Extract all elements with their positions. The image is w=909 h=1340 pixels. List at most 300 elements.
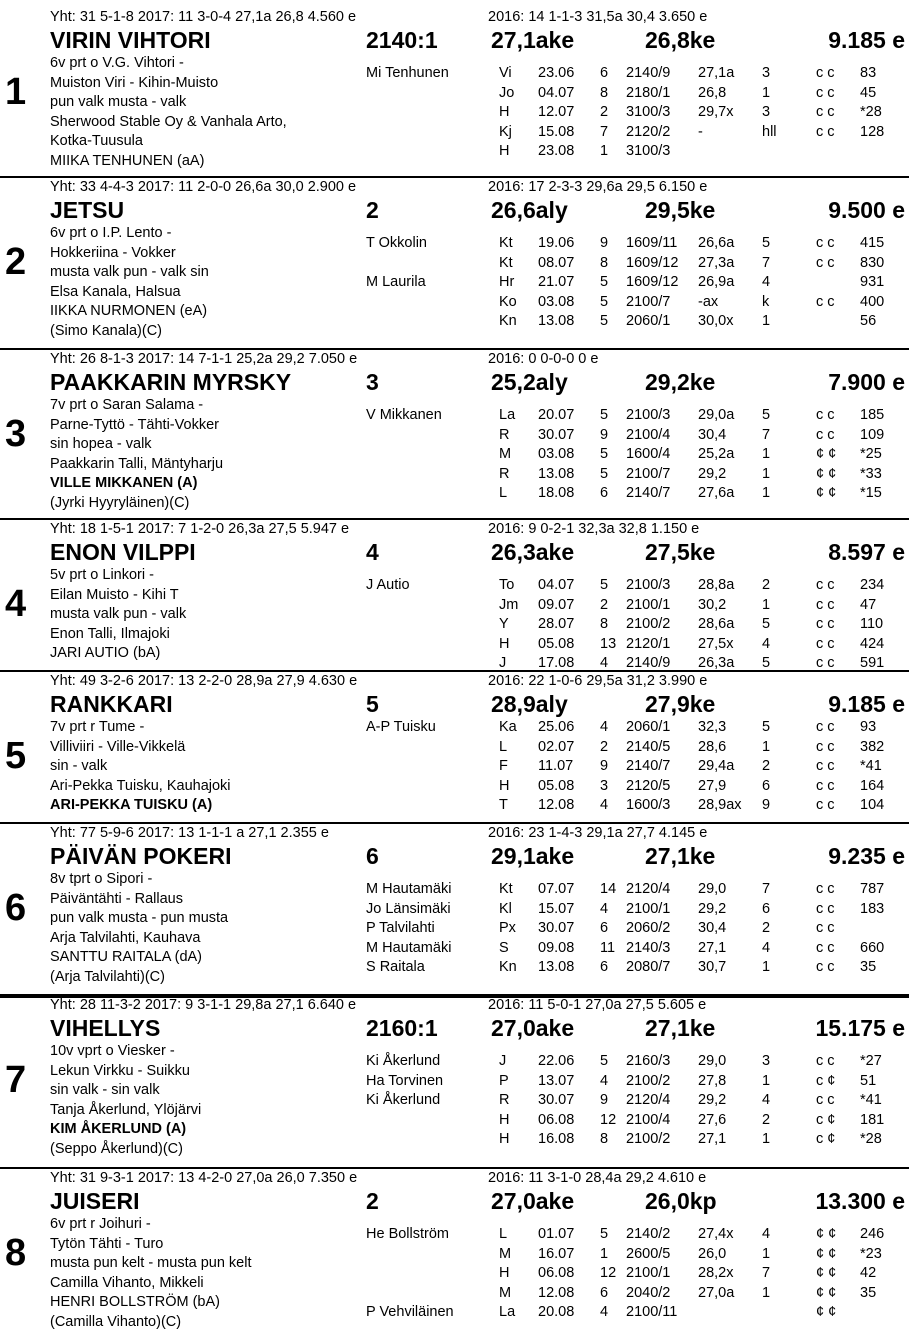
start-placing: 1 xyxy=(762,738,771,755)
horse-info-line: pun valk musta - pun musta xyxy=(50,910,229,926)
start-race-no: 4 xyxy=(600,1304,609,1320)
start-shoes: ¢ ¢ xyxy=(816,465,837,482)
horse-info-line: Camilla Vihanto, Mikkeli xyxy=(50,1274,204,1291)
record-auto-start: 25,2aly xyxy=(491,369,568,395)
start-placing: 1 xyxy=(762,959,771,975)
start-time: 26,9a xyxy=(698,274,735,290)
start-track: R xyxy=(499,426,510,443)
total-earnings: 9.500 e xyxy=(828,197,905,223)
horse-info-line: 10v vprt o Viesker - xyxy=(50,1043,175,1059)
start-race-no: 9 xyxy=(600,235,609,251)
horse-info-line: SANTTU RAITALA (dA) xyxy=(50,949,203,965)
start-trainer: M Hautamäki xyxy=(366,939,452,956)
start-race-no: 6 xyxy=(600,485,609,501)
start-time: 26,6a xyxy=(698,235,735,251)
previous-year-summary: 2016: 23 1-4-3 29,1a 27,7 4.145 e xyxy=(488,825,708,841)
start-date: 06.08 xyxy=(538,1265,575,1281)
start-shoes: c c xyxy=(816,84,835,101)
horse-entry-5 xyxy=(0,674,909,834)
start-odds: *25 xyxy=(860,446,882,462)
start-odds: 591 xyxy=(860,655,885,671)
start-date: 30.07 xyxy=(538,1092,575,1108)
start-placing: 1 xyxy=(762,1245,771,1262)
start-odds: 128 xyxy=(860,123,885,140)
start-date: 15.08 xyxy=(538,123,575,140)
start-odds: 93 xyxy=(860,719,877,735)
horse-entry-3 xyxy=(0,352,909,512)
start-date: 17.08 xyxy=(538,655,575,671)
start-track: Jo xyxy=(499,84,515,101)
start-distance-post: 2100/7 xyxy=(626,465,671,482)
start-race-no: 6 xyxy=(600,959,609,975)
start-trainer: S Raitala xyxy=(366,959,425,975)
start-shoes: c c xyxy=(816,596,835,613)
start-race-no: 9 xyxy=(600,1092,609,1108)
start-race-no: 7 xyxy=(600,123,609,140)
horse-name: JETSU xyxy=(50,197,125,223)
total-earnings: 9.235 e xyxy=(828,843,905,869)
start-race-no: 4 xyxy=(600,719,609,735)
start-distance-post: 3100/3 xyxy=(626,143,671,159)
start-odds: 35 xyxy=(860,1284,877,1301)
start-race-no: 9 xyxy=(600,426,609,443)
start-odds: 424 xyxy=(860,635,885,652)
horse-info-line: (Jyrki Hyyryläinen)(C) xyxy=(50,494,190,511)
start-placing: 5 xyxy=(762,616,771,632)
start-placing: 1 xyxy=(762,596,771,613)
start-odds: 400 xyxy=(860,293,885,310)
horse-info-line: Kotka-Tuusula xyxy=(50,133,143,149)
start-distance-post: 2100/11 xyxy=(626,1304,678,1320)
start-shoes: c c xyxy=(816,920,835,936)
start-date: 05.08 xyxy=(538,777,575,794)
start-time: 27,0a xyxy=(698,1284,735,1301)
start-date: 09.08 xyxy=(538,939,575,956)
start-track: Kn xyxy=(499,959,517,975)
start-race-no: 2 xyxy=(600,104,609,120)
start-time: 29,2 xyxy=(698,465,727,482)
start-distance: 2 xyxy=(366,1188,379,1214)
start-track: R xyxy=(499,465,510,482)
start-odds: 234 xyxy=(860,577,885,593)
start-track: M xyxy=(499,1284,512,1301)
start-shoes: c c xyxy=(816,939,835,956)
start-odds: *28 xyxy=(860,104,882,120)
previous-year-summary: 2016: 9 0-2-1 32,3a 32,8 1.150 e xyxy=(488,521,700,537)
start-distance: 2160:1 xyxy=(366,1015,438,1041)
start-distance: 6 xyxy=(366,843,379,869)
record-auto-start: 29,1ake xyxy=(491,843,575,869)
post-position-number: 7 xyxy=(5,1059,27,1101)
start-distance-post: 2100/1 xyxy=(626,1265,671,1281)
horse-info-line: Elsa Kanala, Halsua xyxy=(50,283,181,300)
start-race-no: 2 xyxy=(600,596,609,613)
driver-name: VILLE MIKKANEN (A) xyxy=(50,475,198,491)
start-shoes: c c xyxy=(816,235,835,251)
start-date: 13.08 xyxy=(538,959,575,975)
start-placing: 2 xyxy=(762,577,771,593)
start-time: 30,4 xyxy=(698,426,727,443)
start-odds: 104 xyxy=(860,797,885,813)
start-time: 29,2 xyxy=(698,900,727,917)
start-shoes: c c xyxy=(816,738,835,755)
start-race-no: 6 xyxy=(600,920,609,936)
start-race-no: 5 xyxy=(600,293,609,310)
start-odds: 164 xyxy=(860,777,885,794)
start-shoes: c ¢ xyxy=(816,1111,836,1128)
start-distance-post: 2140/3 xyxy=(626,939,671,956)
start-distance-post: 2060/1 xyxy=(626,719,671,735)
start-distance: 4 xyxy=(366,539,379,565)
start-shoes: c c xyxy=(816,777,835,794)
start-placing: 5 xyxy=(762,655,771,671)
horse-info-line: Parne-Tyttö - Tähti-Vokker xyxy=(50,416,219,433)
horse-info-line: Lekun Virkku - Suikku xyxy=(50,1062,190,1079)
start-date: 19.06 xyxy=(538,235,575,251)
start-distance: 2140:1 xyxy=(366,27,438,53)
start-track: S xyxy=(499,939,509,956)
horse-info-line: musta pun kelt - musta pun kelt xyxy=(50,1255,252,1271)
start-time: -ax xyxy=(698,293,719,310)
start-time: 30,4 xyxy=(698,920,727,936)
start-shoes: c c xyxy=(816,123,835,140)
start-time: 29,2 xyxy=(698,1092,727,1108)
horse-name: PÄIVÄN POKERI xyxy=(50,843,232,869)
start-time: 32,3 xyxy=(698,719,727,735)
horse-info-line: Hokkeriina - Vokker xyxy=(50,244,176,261)
start-placing: 7 xyxy=(762,1265,771,1281)
start-race-no: 4 xyxy=(600,655,609,671)
start-shoes: c c xyxy=(816,1053,835,1069)
start-date: 03.08 xyxy=(538,293,575,310)
horse-info-line: 6v prt o I.P. Lento - xyxy=(50,225,172,241)
record-volt-start: 27,1ke xyxy=(645,1015,716,1041)
start-time: 27,5x xyxy=(698,635,734,652)
start-odds: 660 xyxy=(860,939,885,956)
start-shoes: c c xyxy=(816,1092,835,1108)
start-race-no: 8 xyxy=(600,254,609,271)
previous-year-summary: 2016: 11 5-0-1 27,0a 27,5 5.605 e xyxy=(488,997,707,1013)
start-distance-post: 2160/3 xyxy=(626,1053,671,1069)
start-odds: 42 xyxy=(860,1265,877,1281)
start-time: 26,3a xyxy=(698,655,735,671)
start-time: 27,6 xyxy=(698,1111,727,1128)
start-distance-post: 2100/4 xyxy=(626,426,671,443)
start-track: F xyxy=(499,758,508,774)
previous-year-summary: 2016: 14 1-1-3 31,5a 30,4 3.650 e xyxy=(488,9,708,25)
start-time: 28,9ax xyxy=(698,797,742,813)
start-shoes: ¢ ¢ xyxy=(816,485,837,501)
start-placing: k xyxy=(762,293,770,310)
post-position-number: 4 xyxy=(5,583,27,625)
start-trainer: Ha Torvinen xyxy=(366,1072,444,1089)
driver-name: ARI-PEKKA TUISKU (A) xyxy=(50,797,213,813)
start-distance-post: 2140/9 xyxy=(626,655,671,671)
start-shoes: c c xyxy=(816,577,835,593)
start-date: 30.07 xyxy=(538,920,575,936)
start-placing: 1 xyxy=(762,485,771,501)
start-race-no: 4 xyxy=(600,1072,609,1089)
start-placing: 3 xyxy=(762,1053,771,1069)
start-race-no: 1 xyxy=(600,143,609,159)
start-time: 28,2x xyxy=(698,1265,734,1281)
start-placing: 1 xyxy=(762,446,771,462)
start-odds: 47 xyxy=(860,596,877,613)
career-summary: Yht: 28 11-3-2 2017: 9 3-1-1 29,8a 27,1 6.640 e xyxy=(50,997,357,1013)
start-track: J xyxy=(499,1053,507,1069)
start-shoes: ¢ ¢ xyxy=(816,1284,837,1301)
horse-entry-2 xyxy=(0,180,909,340)
horse-info-line: Arja Talvilahti, Kauhava xyxy=(50,929,201,946)
start-date: 04.07 xyxy=(538,84,575,101)
record-auto-start: 26,3ake xyxy=(491,539,575,565)
start-date: 13.08 xyxy=(538,465,575,482)
horse-info-line: HENRI BOLLSTRÖM (bA) xyxy=(50,1294,220,1310)
start-race-no: 8 xyxy=(600,1131,609,1147)
start-trainer: M Hautamäki xyxy=(366,881,452,897)
horse-info-line: Villiviiri - Ville-Vikkelä xyxy=(50,738,186,755)
horse-name: ENON VILPPI xyxy=(50,539,196,565)
start-track: La xyxy=(499,1304,516,1320)
horse-info-line: Muiston Viri - Kihin-Muisto xyxy=(50,74,219,91)
start-trainer: A-P Tuisku xyxy=(366,719,436,735)
start-track: T xyxy=(499,797,508,813)
record-volt-start: 27,1ke xyxy=(645,843,716,869)
start-shoes: c c xyxy=(816,959,835,975)
start-date: 06.08 xyxy=(538,1111,575,1128)
start-odds: 382 xyxy=(860,738,885,755)
horse-info-line: 6v prt o V.G. Vihtori - xyxy=(50,55,184,71)
start-race-no: 11 xyxy=(600,939,616,956)
start-shoes: c c xyxy=(816,616,835,632)
start-track: J xyxy=(499,655,507,671)
start-distance-post: 3100/3 xyxy=(626,104,671,120)
start-time: 27,1a xyxy=(698,65,735,81)
start-distance-post: 1600/4 xyxy=(626,446,671,462)
horse-entry-7 xyxy=(0,998,909,1158)
start-odds: *33 xyxy=(860,465,882,482)
horse-info-line: 8v tprt o Sipori - xyxy=(50,871,153,887)
start-track: Hr xyxy=(499,274,515,290)
horse-info-line: Eilan Muisto - Kihi T xyxy=(50,586,179,603)
start-trainer: Ki Åkerlund xyxy=(366,1092,441,1108)
horse-info-line: Ari-Pekka Tuisku, Kauhajoki xyxy=(50,777,231,794)
start-distance-post: 2120/1 xyxy=(626,635,671,652)
start-shoes: ¢ ¢ xyxy=(816,446,837,462)
start-shoes: c c xyxy=(816,65,835,81)
horse-entry-6 xyxy=(0,826,909,986)
start-odds: 246 xyxy=(860,1226,885,1242)
start-time: 29,4a xyxy=(698,758,735,774)
start-odds: 45 xyxy=(860,84,877,101)
start-odds: *28 xyxy=(860,1131,882,1147)
horse-info-line: Paakkarin Talli, Mäntyharju xyxy=(50,455,224,472)
start-distance-post: 2140/2 xyxy=(626,1226,671,1242)
start-time: 28,8a xyxy=(698,577,735,593)
horse-name: PAAKKARIN MYRSKY xyxy=(50,369,292,395)
start-track: Kj xyxy=(499,123,512,140)
career-summary: Yht: 31 5-1-8 2017: 11 3-0-4 27,1a 26,8 4.560 e xyxy=(50,9,357,25)
start-track: L xyxy=(499,738,508,755)
start-placing: 6 xyxy=(762,777,771,794)
start-track: Kl xyxy=(499,900,512,917)
driver-name: KIM ÅKERLUND (A) xyxy=(50,1121,187,1137)
start-time: 30,2 xyxy=(698,596,727,613)
start-race-no: 5 xyxy=(600,274,609,290)
start-track: Ko xyxy=(499,293,517,310)
start-time: 27,1 xyxy=(698,939,727,956)
start-placing: 9 xyxy=(762,797,771,813)
start-date: 08.07 xyxy=(538,254,575,271)
start-date: 20.08 xyxy=(538,1304,575,1320)
start-track: M xyxy=(499,446,512,462)
start-placing: 1 xyxy=(762,313,771,329)
start-distance-post: 2600/5 xyxy=(626,1245,671,1262)
horse-info-line: 5v prt o Linkori - xyxy=(50,567,154,583)
start-track: M xyxy=(499,1245,512,1262)
start-distance: 2 xyxy=(366,197,379,223)
start-distance-post: 1609/12 xyxy=(626,254,679,271)
start-placing: 4 xyxy=(762,939,771,956)
horse-info-line: (Camilla Vihanto)(C) xyxy=(50,1313,182,1330)
horse-info-line: Tytön Tähti - Turo xyxy=(50,1235,164,1252)
start-race-no: 8 xyxy=(600,616,609,632)
start-odds: 51 xyxy=(860,1072,877,1089)
start-date: 16.08 xyxy=(538,1131,575,1147)
horse-info-line: IIKKA NURMONEN (eA) xyxy=(50,303,208,319)
start-date: 12.07 xyxy=(538,104,575,120)
start-race-no: 5 xyxy=(600,577,609,593)
start-distance-post: 1609/11 xyxy=(626,235,678,251)
horse-name: RANKKARI xyxy=(50,691,173,717)
start-time: 27,9 xyxy=(698,777,727,794)
start-race-no: 12 xyxy=(600,1111,617,1128)
start-placing: 3 xyxy=(762,65,771,81)
start-date: 09.07 xyxy=(538,596,575,613)
start-distance-post: 2060/1 xyxy=(626,313,671,329)
start-placing: 1 xyxy=(762,465,771,482)
start-distance-post: 2140/9 xyxy=(626,65,671,81)
start-race-no: 5 xyxy=(600,313,609,329)
start-trainer: Jo Länsimäki xyxy=(366,900,451,917)
horse-entry-1 xyxy=(0,10,909,170)
start-shoes: c c xyxy=(816,719,835,735)
start-track: Kt xyxy=(499,881,513,897)
start-placing: 3 xyxy=(762,104,771,120)
start-placing: hll xyxy=(762,123,777,140)
record-volt-start: 27,9ke xyxy=(645,691,716,717)
start-odds: *41 xyxy=(860,758,882,774)
horse-info-line: (Seppo Åkerlund)(C) xyxy=(50,1140,183,1157)
horse-name: VIRIN VIHTORI xyxy=(50,27,211,53)
start-track: H xyxy=(499,1111,510,1128)
start-track: Kn xyxy=(499,313,517,329)
start-placing: 6 xyxy=(762,900,771,917)
start-date: 11.07 xyxy=(538,758,574,774)
start-track: H xyxy=(499,1131,510,1147)
start-placing: 5 xyxy=(762,719,771,735)
start-track: H xyxy=(499,143,510,159)
post-position-number: 1 xyxy=(5,71,27,113)
start-distance-post: 2100/3 xyxy=(626,407,671,423)
start-track: Y xyxy=(499,616,509,632)
career-summary: Yht: 26 8-1-3 2017: 14 7-1-1 25,2a 29,2 7.050 e xyxy=(50,351,358,367)
start-track: L xyxy=(499,485,508,501)
start-distance-post: 2100/2 xyxy=(626,616,671,632)
record-volt-start: 29,2ke xyxy=(645,369,716,395)
start-placing: 1 xyxy=(762,1072,771,1089)
record-auto-start: 27,1ake xyxy=(491,27,575,53)
start-odds: 181 xyxy=(860,1111,885,1128)
horse-info-line: sin - valk xyxy=(50,758,108,774)
start-odds: 83 xyxy=(860,65,877,81)
start-track: Kt xyxy=(499,254,513,271)
start-time: 27,4x xyxy=(698,1226,734,1242)
start-track: H xyxy=(499,777,510,794)
start-trainer: Ki Åkerlund xyxy=(366,1053,441,1069)
start-track: P xyxy=(499,1072,509,1089)
start-distance-post: 2100/3 xyxy=(626,577,671,593)
start-time: 27,6a xyxy=(698,485,735,501)
start-placing: 7 xyxy=(762,881,771,897)
start-distance-post: 2100/2 xyxy=(626,1131,671,1147)
start-odds: 109 xyxy=(860,426,885,443)
start-race-no: 12 xyxy=(600,1265,617,1281)
start-odds: *41 xyxy=(860,1092,882,1108)
start-race-no: 5 xyxy=(600,407,609,423)
start-odds: 931 xyxy=(860,274,885,290)
start-race-no: 3 xyxy=(600,777,609,794)
career-summary: Yht: 18 1-5-1 2017: 7 1-2-0 26,3a 27,5 5.947 e xyxy=(50,521,350,537)
horse-info-line: Päiväntähti - Rallaus xyxy=(50,890,183,907)
start-date: 28.07 xyxy=(538,616,575,632)
start-shoes: c ¢ xyxy=(816,1131,836,1147)
start-distance-post: 2060/2 xyxy=(626,920,671,936)
start-odds: 787 xyxy=(860,881,885,897)
start-shoes: c c xyxy=(816,797,835,813)
record-auto-start: 26,6aly xyxy=(491,197,568,223)
start-placing: 4 xyxy=(762,274,771,290)
post-position-number: 2 xyxy=(5,241,27,283)
start-track: H xyxy=(499,104,510,120)
previous-year-summary: 2016: 17 2-3-3 29,6a 29,5 6.150 e xyxy=(488,179,708,195)
horse-info-line: 7v prt o Saran Salama - xyxy=(50,397,204,413)
record-volt-start: 29,5ke xyxy=(645,197,716,223)
horse-info-line: pun valk musta - valk xyxy=(50,94,187,110)
total-earnings: 15.175 e xyxy=(815,1015,905,1041)
start-trainer: P Vehviläinen xyxy=(366,1304,454,1320)
start-date: 20.07 xyxy=(538,407,575,423)
start-track: Px xyxy=(499,920,516,936)
horse-name: JUISERI xyxy=(50,1188,140,1214)
start-distance-post: 2100/1 xyxy=(626,596,671,613)
start-time: 26,8 xyxy=(698,84,727,101)
start-shoes: c ¢ xyxy=(816,1072,836,1089)
start-track: L xyxy=(499,1226,508,1242)
record-volt-start: 27,5ke xyxy=(645,539,716,565)
start-odds: *23 xyxy=(860,1245,882,1262)
start-date: 30.07 xyxy=(538,426,575,443)
post-position-number: 3 xyxy=(5,413,27,455)
start-distance-post: 2140/7 xyxy=(626,485,671,501)
start-trainer: He Bollström xyxy=(366,1226,449,1242)
start-distance-post: 2120/4 xyxy=(626,1092,671,1108)
start-track: H xyxy=(499,1265,510,1281)
start-time: 27,8 xyxy=(698,1072,727,1089)
start-odds: 415 xyxy=(860,235,885,251)
start-distance-post: 2080/7 xyxy=(626,959,671,975)
start-shoes: c c xyxy=(816,407,835,423)
